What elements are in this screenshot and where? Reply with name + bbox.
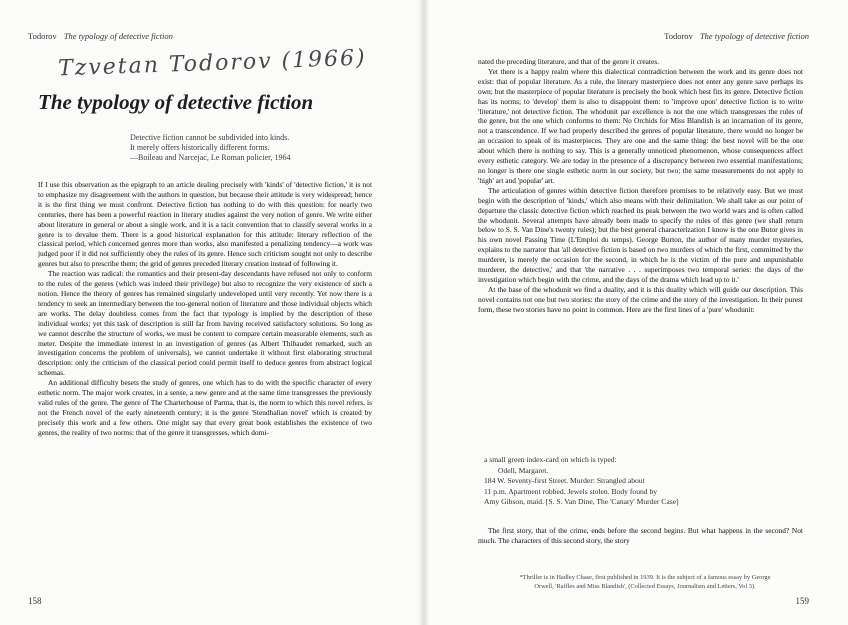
left-running-head-title: The typology of detective fiction [63,31,173,41]
paragraph: nated the preceding literature, and that of the genre it creates. [478,57,659,66]
epigraph [130,133,291,163]
right-running-head-title: The typology of detective fiction [699,31,809,41]
right-running-head [664,31,809,41]
card-line: Odell, Margaret. [498,465,549,475]
paragraph: If I use this observation as the epigraph to an article dealing precisely with 'kinds' of 'detective fiction,' it is not to emphasize my disagreement with the authors in question, but because their attitude is very widespread; hence it is the first thing we must confront. Detective fiction has nothing to do with this question: for nearly two centuries, there has been a powerful reaction in literary studies against the very notion of genre. We write either about literature in general or about a single work, and it is a tacit convention that to classify several works in a genre is to devalue them. There is a good historical explanation for this attitude: literary reflection of the classical period, which concerned genres more than works, also manifested a penalizing tendency—a work was judged poor if it did not sufficiently obey the rules of its genre. Hence such criticism sought not only to describe genres but also to prescribe them; the grid of genres preceded literary creation instead of following it. [38,180,372,269]
handwritten-annotation: Tzvetan Todorov (1966) [57,45,368,82]
paragraph: An additional difficulty besets the study of genres, one which has to do with the specific character of every esthetic norm. The major work creates, in a sense, a new genre and at the same time transgresses the previously valid rules of the genre. The genre of The Charterhouse of Parma, that is, the norm to which this novel refers, is not the French novel of the early nineteenth century; it is the genre 'Stendhalian novel' which is created by precisely this work and a few others. One might say that every great book establishes the existence of two genres, the reality of two norms: that of the genre it transgresses, which domi- [38,378,372,437]
paragraph: At the base of the whodunit we find a duality, and it is this duality which will guide our description. This novel contains not one but two stories: the story of the crime and the story of the investigation. In their purest form, these two stories have no point in common. Here are the first lines of a 'pure' whodunit: [478,284,803,314]
right-body-text [478,57,803,315]
right-page-number: 159 [795,596,809,606]
left-body-text [38,180,372,438]
right-running-head-author: Todorov [664,31,693,41]
card-intro: a small green index-card on which is typed: [484,455,617,464]
left-running-head-author: Todorov [28,31,57,41]
epigraph-attribution: —Boileau and Narcejac, Le Roman policier, 1964 [130,153,291,162]
card-line: 184 W. Seventy-first Street. Murder: Strangled about [484,476,645,486]
left-running-head [28,31,173,41]
card-line: 11 p.m. Apartment robbed. Jewels stolen. Body found by [484,486,658,496]
right-page [424,0,848,625]
epigraph-line: Detective fiction cannot be subdivided into kinds. [130,133,290,142]
epigraph-line: It merely offers historically different forms. [130,143,270,152]
paragraph: The articulation of genres within detective fiction therefore promises to be relatively easy. But we must begin with the description of 'kinds,' which also means with their delimitation. We shall take as our point of departure the classic detective fiction which reached its peak between the two world wars and is often called the whodunit. Several attempts have already been made to specify the rules of this genre (we shall return below to S. S. Van Dine's twenty rules); but the best general characterization I know is the one Butor gives in his own novel Passing Time (L'Emploi du temps). George Burton, the author of many murder mysteries, explains to the narrator that 'all detective fiction is based on two murders of which the first, committed by the murderer, is merely the occasion for the second, in which he is the victim of the pure and unpunishable murderer, the detective,' and that 'the narrative . . . superimposes two temporal series: the days of the investigation which begin with the crime, and the days of the drama which lead up to it.' [478,185,803,284]
article-title: The typology of detective fiction [38,90,314,114]
paragraph: Yet there is a happy realm where this dialectical contradiction between the work and its genre does not exist: that of popular literature. As a rule, the literary masterpiece does not enter any genre save perhaps its own; but the masterpiece of popular literature is precisely the book which best fits its genre. Detective fiction has its norms; to 'develop' them is also to disappoint them: to 'improve upon' detective fiction is to write 'literature,' not detective fiction. The whodunit par excellence is not the one which transgresses the rules of the genre, but the one which conforms to them: No Orchids for Miss Blandish is an incarnation of its genre, not a transcendence. If we had properly described the genres of popular literature, there would no longer be an occasion to speak of its masterpieces. They are one and the same thing: the best novel will be the one about which there is nothing to say. This is a generally unnoticed phenomenon, whose consequences affect every esthetic category. We are today in the presence of a discrepancy between two essential manifestations; no longer is there one single esthetic norm in our society, but two; the same measurements do not apply to 'high' art and 'popular' art. [478,66,803,185]
paragraph: The reaction was radical: the romantics and their present-day descendants have refused not only to conform to the rules of the genres (which was indeed their privilege) but also to recognize the very existence of such a notion. Hence the theory of genres has remained singularly undeveloped until very recently. Yet now there is a tendency to seek an intermediary between the too-general notion of literature and those individual objects which are works. The delay doubtless comes from the fact that typology is implied by the description of these individual works; yet this task of description is still far from having received satisfactory solutions. So long as we cannot describe the structure of works, we must be content to compare certain measurable elements, such as meter. Despite the immediate interest in an investigation of genres (as Albert Thibaudet remarked, such an investigation concerns the problem of universals), we cannot undertake it without first elaborating structural description: only the criticism of the classical period could permit itself to deduce genres from abstract logical schemas. [38,269,372,378]
card-line: Amy Gibson, maid. [S. S. Van Dine, The 'Canary' Murder Case] [484,497,679,507]
right-body-text-continued [478,526,803,546]
paragraph: The first story, that of the crime, ends before the second begins. But what happens in the second? Not much. The characters of this second story, the story [478,526,803,545]
book-gutter [418,0,430,625]
left-page-number: 158 [28,596,42,606]
footnote: *Thriller is in Hadley Chase, first published in 1939. It is the subject of a famous essay by George Orwell, 'Raffles and Miss Blandish', (Collected Essays, Journalism and Letters, Vol 3). [519,574,771,590]
quoted-index-card [484,455,784,508]
